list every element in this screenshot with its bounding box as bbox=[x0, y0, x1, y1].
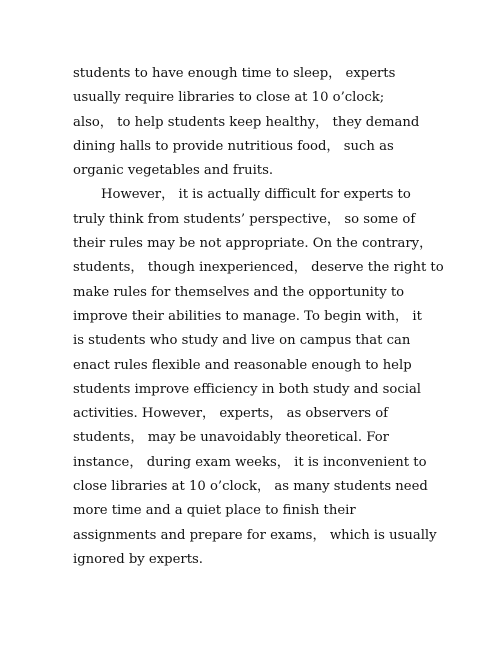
text-line: students to have enough time to sleep， experts bbox=[73, 66, 396, 81]
text-line: also， to help students keep healthy， they demand bbox=[73, 114, 420, 130]
text-line: students， may be unavoidably theoretical. For bbox=[73, 430, 389, 446]
text-line: their rules may be not appropriate. On the contrary， bbox=[73, 236, 433, 252]
text-line: organic vegetables and fruits. bbox=[73, 163, 274, 179]
text-line: truly think from students’ perspective， so some of bbox=[73, 211, 416, 227]
text-line: instance， during exam weeks， it is inconvenient to bbox=[73, 454, 427, 470]
text-line: ignored by experts. bbox=[73, 551, 203, 567]
text-line: students improve efficiency in both study and social bbox=[73, 381, 422, 397]
text-line: dining halls to provide nutritious food， such as bbox=[73, 138, 394, 154]
text-line: activities. However， experts， as observers of bbox=[73, 406, 389, 422]
text-line: students， though inexperienced， deserve the right to bbox=[73, 260, 444, 276]
text-line: enact rules flexible and reasonable enough to help bbox=[73, 357, 412, 373]
essay-text bbox=[73, 62, 444, 572]
text-line: make rules for themselves and the opportunity to bbox=[73, 284, 405, 300]
text-line: However， it is actually difficult for experts to bbox=[101, 187, 411, 203]
text-line: assignments and prepare for exams， which is usually bbox=[73, 527, 437, 543]
text-line: improve their abilities to manage. To begin with， it bbox=[73, 308, 422, 324]
text-line: usually require libraries to close at 10 o’clock; bbox=[73, 90, 385, 106]
text-line: is students who study and live on campus that can bbox=[73, 333, 411, 349]
text-line: close libraries at 10 o’clock， as many students need bbox=[73, 479, 428, 495]
text-line: more time and a quiet place to finish their bbox=[73, 503, 356, 519]
